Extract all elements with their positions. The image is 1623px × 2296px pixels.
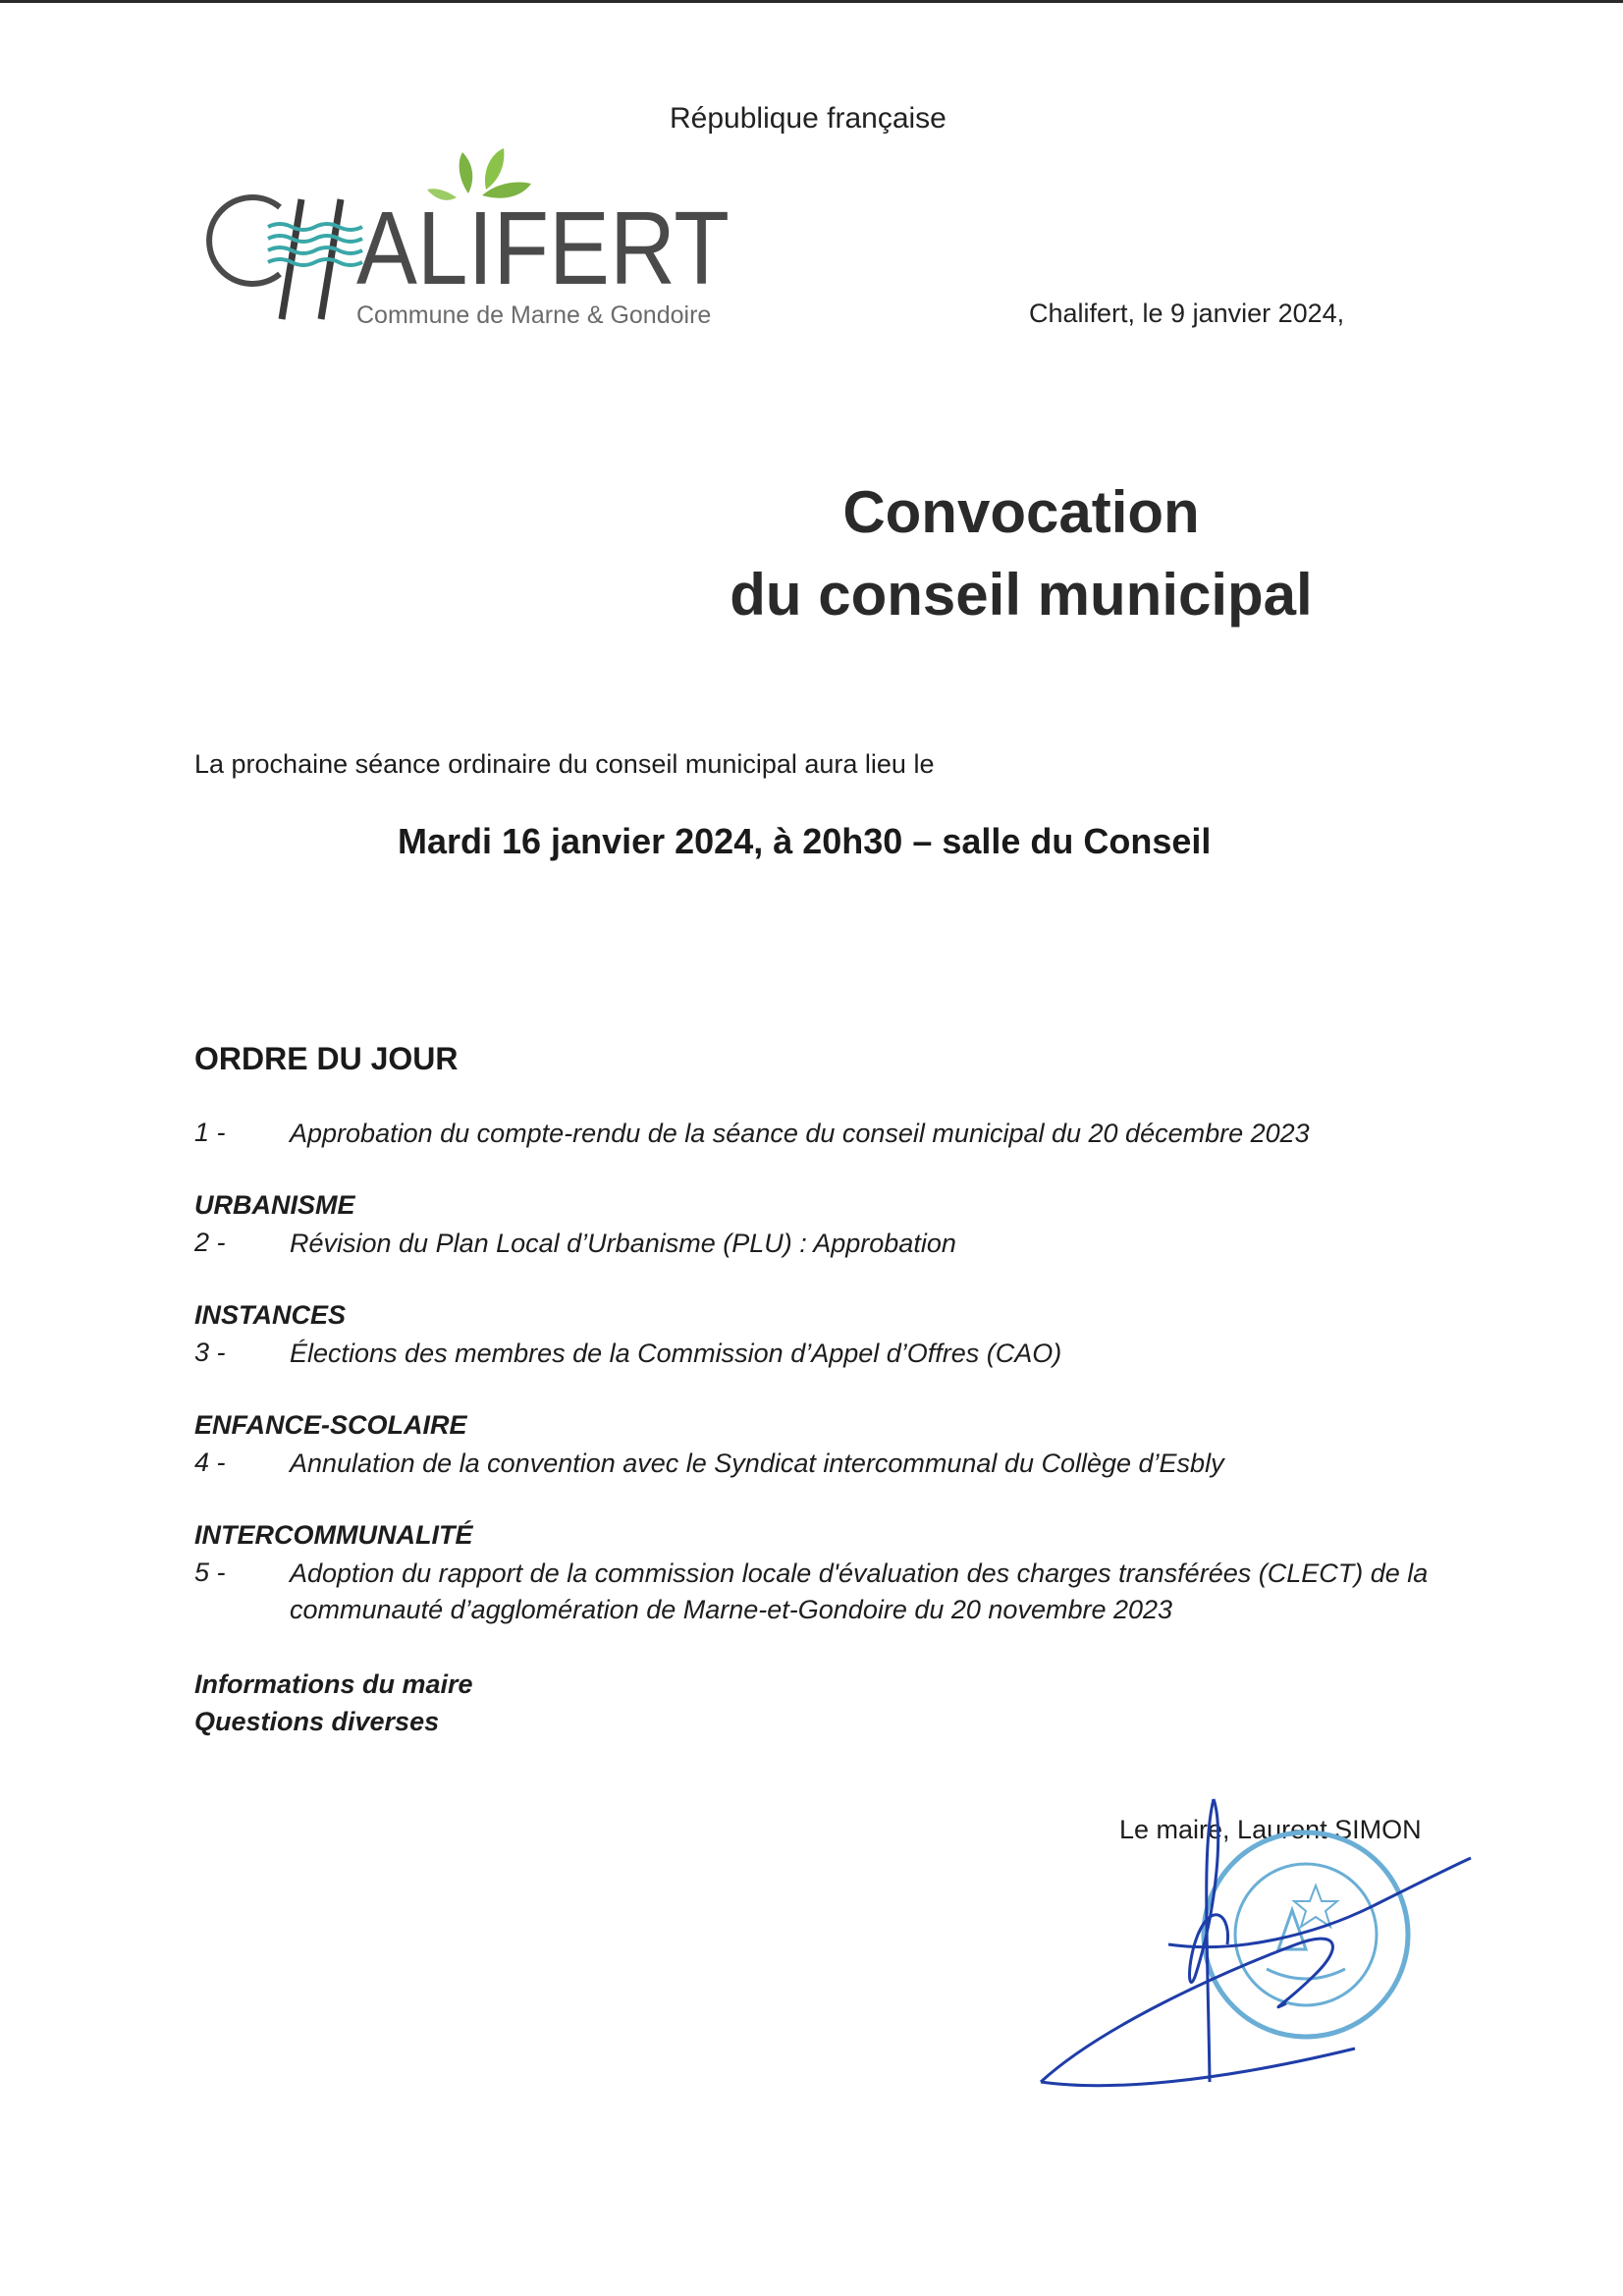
section-enfance-scolaire: ENFANCE-SCOLAIRE [194, 1410, 467, 1440]
stamp-icon [1204, 1832, 1408, 2037]
meeting-datetime: Mardi 16 janvier 2024, à 20h30 – salle du Conseil [398, 821, 1212, 861]
informations-du-maire: Informations du maire [194, 1669, 473, 1699]
agenda-item-3-number: 3 - [194, 1338, 226, 1367]
title-line-2: du conseil municipal [730, 562, 1313, 628]
section-instances: INSTANCES [194, 1300, 347, 1330]
intro-text: La prochaine séance ordinaire du conseil municipal aura lieu le [194, 749, 935, 779]
title-line-1: Convocation [842, 479, 1200, 545]
closing-items [194, 1666, 473, 1740]
waves-icon [268, 224, 362, 265]
section-intercommunalite: INTERCOMMUNALITÉ [194, 1520, 473, 1550]
agenda-item-5-number: 5 - [194, 1558, 226, 1587]
agenda-item-5-text: Adoption du rapport de la commission locale d'évaluation des charges transférées (CLECT) de la communauté d’agglomération de Marne-et-Gondoire du 20 novembre 2023 [290, 1558, 1429, 1624]
page-title [727, 471, 1316, 636]
section-urbanisme: URBANISME [194, 1190, 355, 1220]
svg-text:ALIFERT: ALIFERT [356, 191, 730, 306]
signer-name: Le maire, Laurent SIMON [1119, 1815, 1422, 1844]
agenda-item-1-text: Approbation du compte-rendu de la séance du conseil municipal du 20 décembre 2023 [290, 1119, 1310, 1148]
questions-diverses: Questions diverses [194, 1707, 440, 1736]
agenda-item-4-number: 4 - [194, 1448, 226, 1477]
logo-subtitle: Commune de Marne & Gondoire [356, 301, 712, 329]
agenda-item-2-number: 2 - [194, 1228, 226, 1257]
agenda-heading: ORDRE DU JOUR [194, 1041, 459, 1076]
agenda-item-4-text: Annulation de la convention avec le Syndicat intercommunal du Collège d’Esbly [290, 1449, 1224, 1478]
date-line: Chalifert, le 9 janvier 2024, [1029, 299, 1345, 328]
mairie-stamp-and-signature [1021, 1787, 1483, 2102]
scan-edge [0, 0, 1623, 3]
republique-francaise: République française [670, 102, 947, 135]
agenda-item-2-text: Révision du Plan Local d’Urbanisme (PLU) : Approbation [290, 1229, 956, 1258]
agenda-item-3-text: Élections des membres de la Commission d’Appel d’Offres (CAO) [290, 1339, 1062, 1368]
agenda-item-1-number: 1 - [194, 1118, 226, 1147]
